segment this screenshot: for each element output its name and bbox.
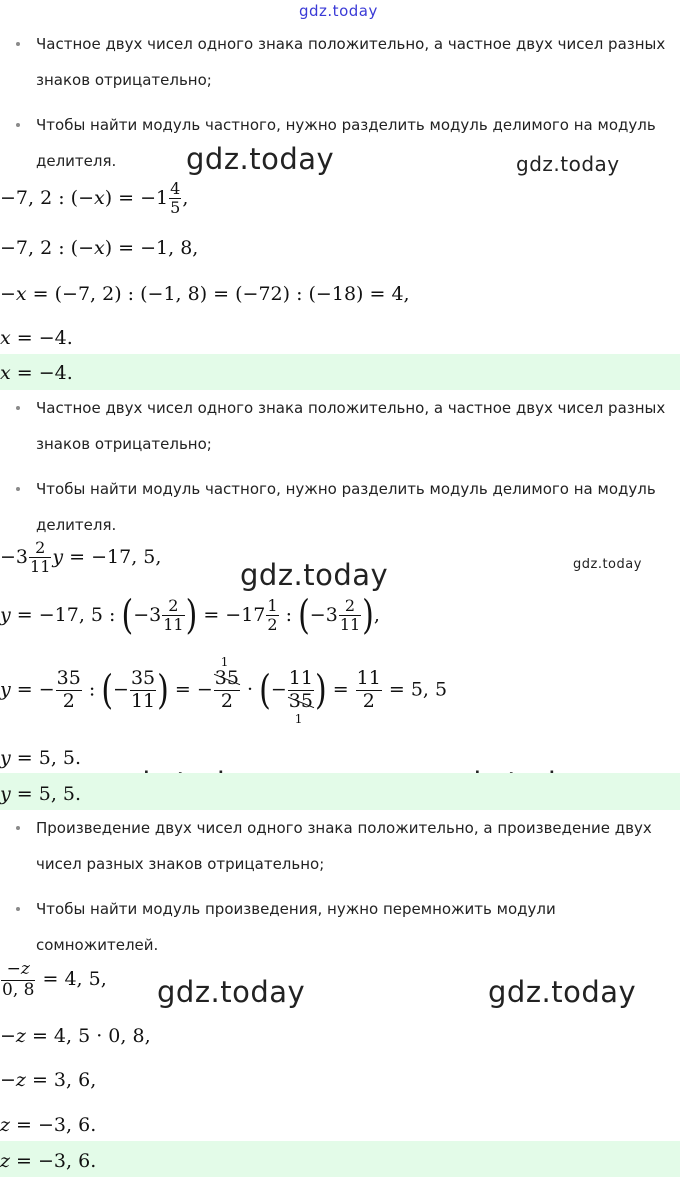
rule-bullet <box>16 891 666 963</box>
equation-line: −7, 2 : (−x) = −1 $\frac{4}{5}$ , <box>0 179 189 218</box>
equation-line: −7, 2 : (−x) = −1, 8, <box>0 237 199 259</box>
answer-highlight <box>0 1141 680 1177</box>
rule-bullet <box>16 107 666 179</box>
bullet-dot <box>16 487 20 491</box>
equation-line: x = −4. <box>0 327 73 349</box>
watermark: gdz.today <box>240 558 389 592</box>
equation-line: $\frac{-z}{0, 8}$ = 4, 5, <box>2 959 107 1000</box>
rule-text: Чтобы найти модуль частного, нужно разделить модуль делимого на модуль делителя. <box>36 480 656 534</box>
equation-line: y = −17, 5 : (−3 $\frac{2}{11}$ ) = −17 $\frac{1}{2}$ : (−3 $\frac{2}{11}$ ), <box>0 592 380 640</box>
watermark: gdz.today <box>516 152 620 176</box>
equation-line: z = −3, 6. <box>0 1114 97 1136</box>
watermark: gdz.today <box>573 557 642 572</box>
rule-text: Чтобы найти модуль частного, нужно разделить модуль делимого на модуль делителя. <box>36 116 656 170</box>
answer-highlight <box>0 354 680 390</box>
rule-bullet <box>16 390 666 462</box>
bullet-dot <box>16 826 20 830</box>
rule-bullet <box>16 810 666 882</box>
equation-line: −z = 4, 5 · 0, 8, <box>0 1025 151 1047</box>
bullet-dot <box>16 42 20 46</box>
equation-line: y = 5, 5. <box>0 747 82 769</box>
answer: x = −4. <box>0 362 73 384</box>
watermark: gdz.today <box>488 975 637 1009</box>
equation-line: y = − $\frac{35}{2}$ : (− $\frac{35}{11}$ ) = − 35 1 2 · (− 11 35 1 ) = $\frac{11}{2}$ = 5, 5 <box>0 655 448 726</box>
equation-line: −3 $\frac{2}{11}$ y = −17, 5, <box>0 538 162 577</box>
bullet-dot <box>16 907 20 911</box>
equation-line: −z = 3, 6, <box>0 1069 97 1091</box>
rule-text: Частное двух чисел одного знака положительно, а частное двух чисел разных знаков отрицательно; <box>36 399 666 453</box>
answer: z = −3, 6. <box>0 1150 97 1172</box>
bullet-dot <box>16 406 20 410</box>
rule-text: Частное двух чисел одного знака положительно, а частное двух чисел разных знаков отрицательно; <box>36 35 666 89</box>
rule-text: Произведение двух чисел одного знака положительно, а произведение двух чисел разных знаков отрицательно; <box>36 819 652 873</box>
answer-highlight <box>0 773 680 810</box>
answer: y = 5, 5. <box>0 783 82 805</box>
watermark: gdz.today <box>186 142 335 176</box>
watermark: gdz.today <box>157 975 306 1009</box>
bullet-dot <box>16 123 20 127</box>
equation-line: −x = (−7, 2) : (−1, 8) = (−72) : (−18) = 4, <box>0 283 410 305</box>
rule-bullet <box>16 471 666 543</box>
rule-bullet <box>16 26 666 98</box>
rule-text: Чтобы найти модуль произведения, нужно перемножить модули сомножителей. <box>36 900 556 954</box>
watermark-top: gdz.today <box>299 2 378 20</box>
